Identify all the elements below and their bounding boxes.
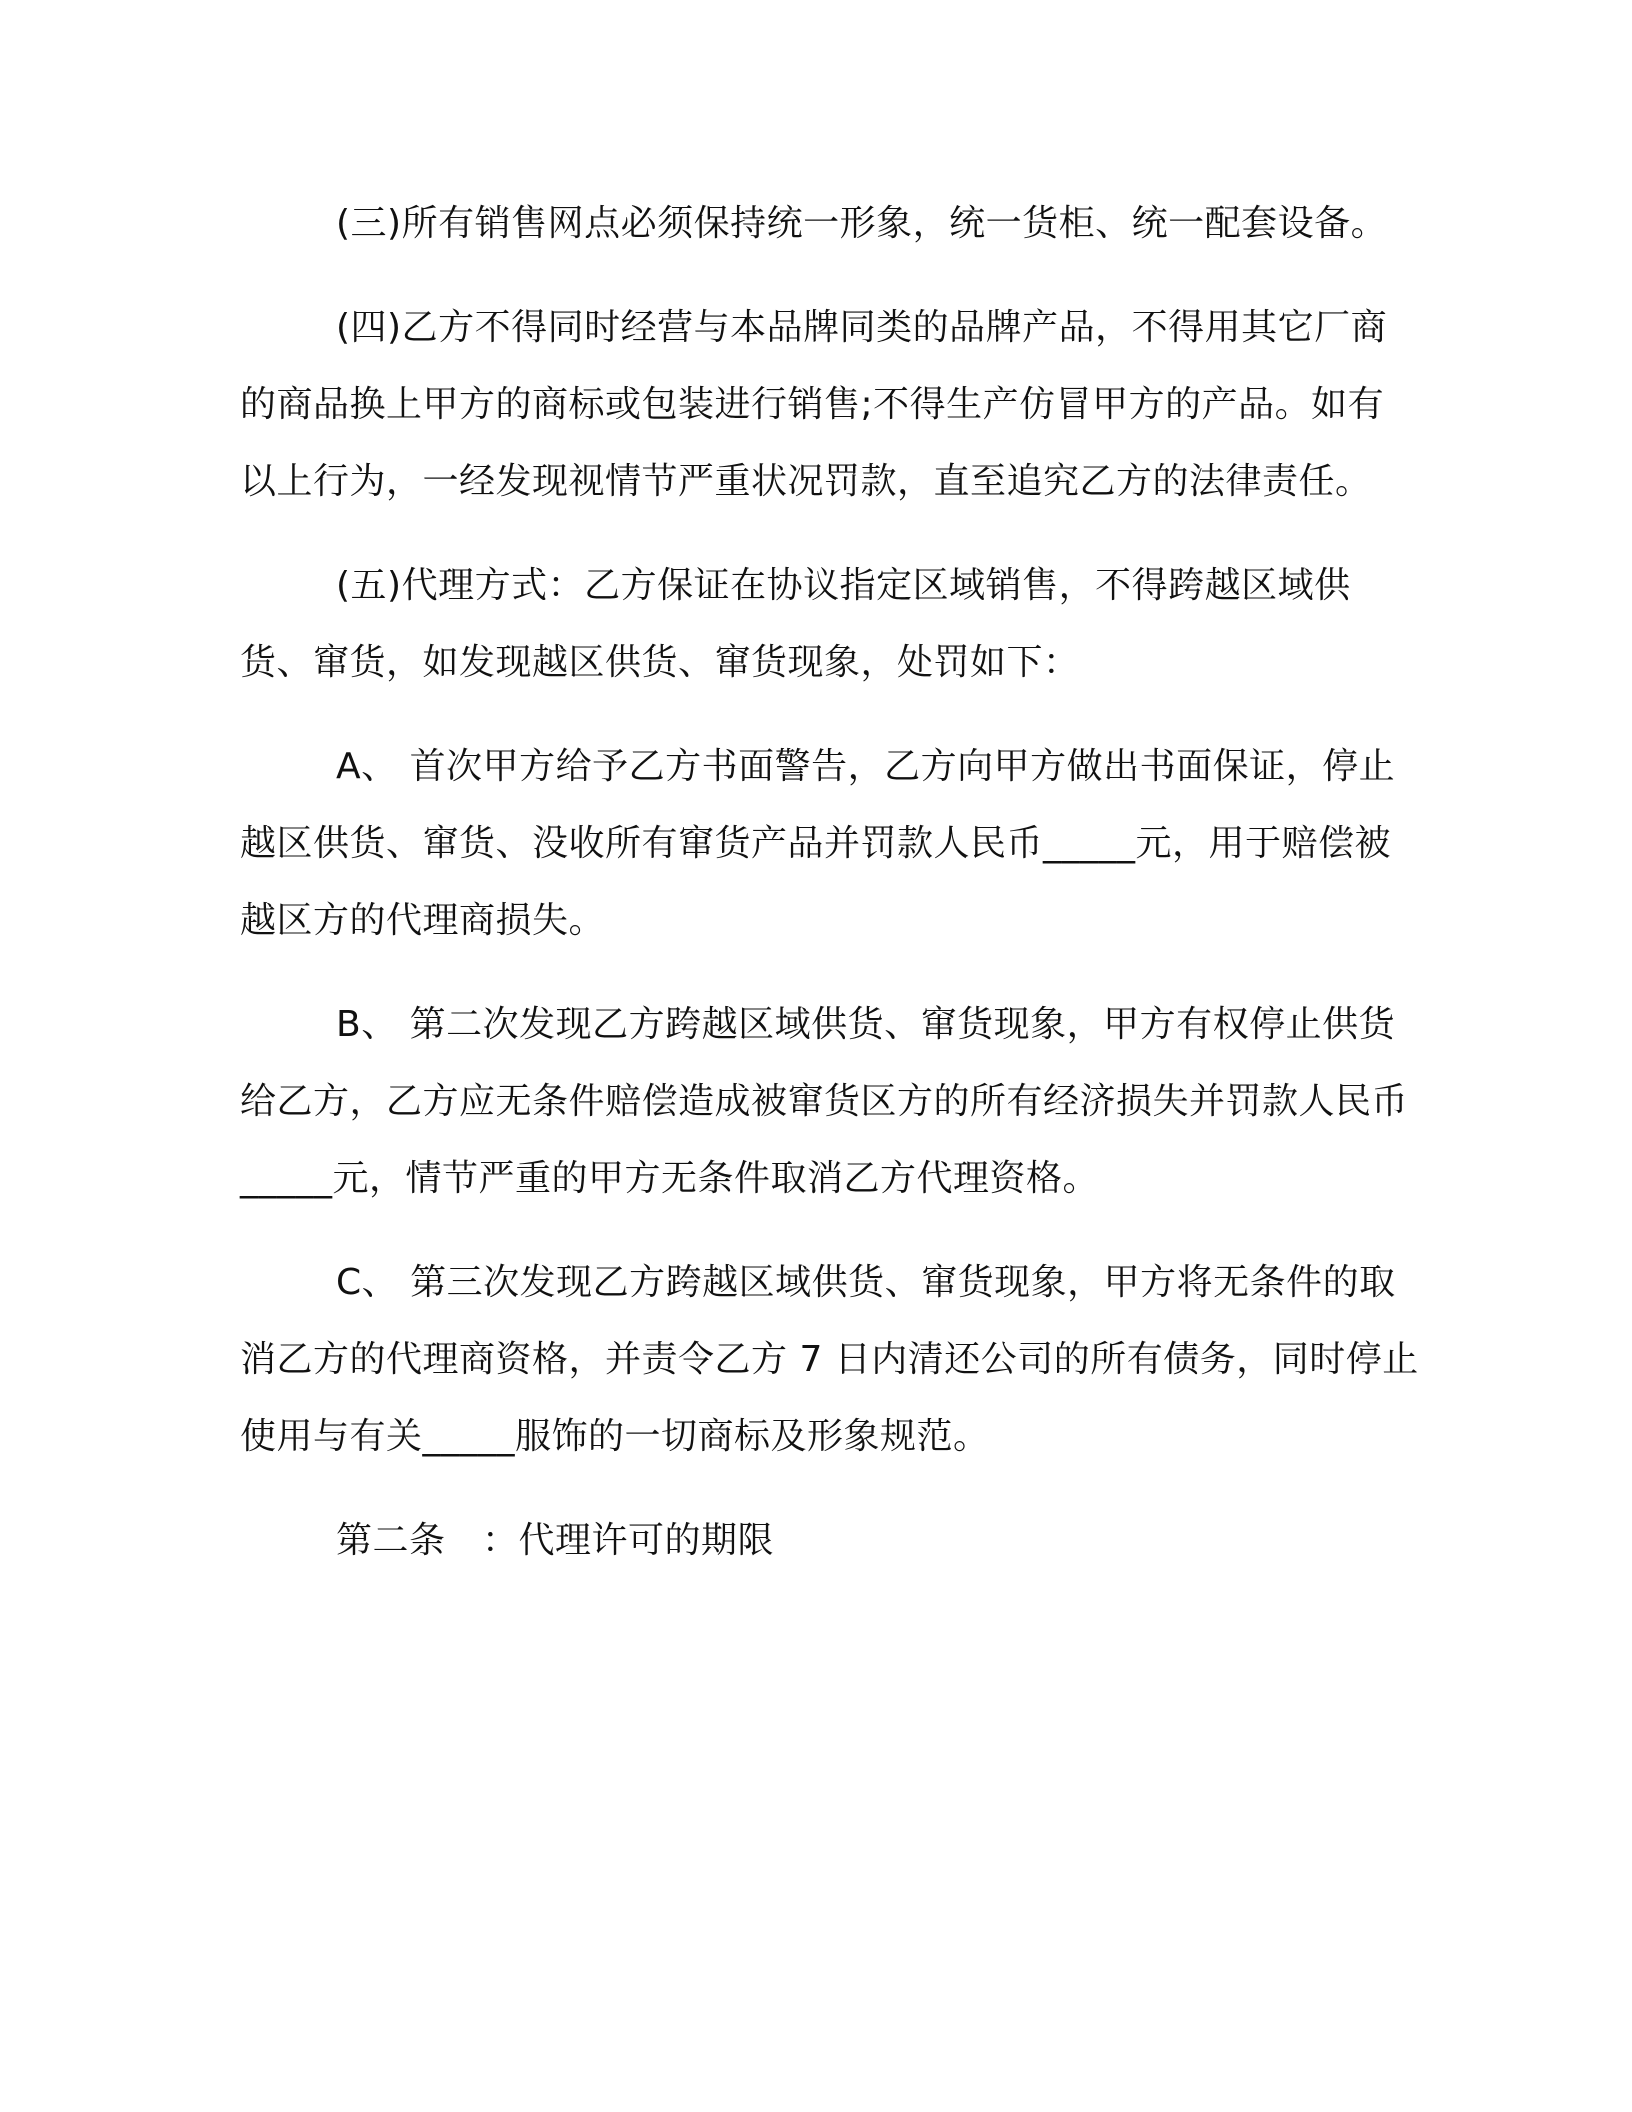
- paragraph-item-4: (四)乙方不得同时经营与本品牌同类的品牌产品，不得用其它厂商的商品换上甲方的商标或包装进行销售;不得生产仿冒甲方的产品。如有以上行为，一经发现视情节严重状况罚款，直至追究乙方的法律责任。: [240, 307, 1388, 502]
- paragraph-penalty-c: C、 第三次发现乙方跨越区域供货、窜货现象，甲方将无条件的取消乙方的代理商资格，并责令乙方 7 日内清还公司的所有债务，同时停止使用与有关_____服饰的一切商标及形象规范。: [240, 1262, 1419, 1457]
- section-heading-article-2: 第二条 ：代理许可的期限: [336, 1520, 775, 1561]
- paragraph-item-3: (三)所有销售网点必须保持统一形象，统一货柜、统一配套设备。: [336, 203, 1388, 244]
- paragraph-item-5: (五)代理方式：乙方保证在协议指定区域销售，不得跨越区域供货、窜货，如发现越区供货、窜货现象，处罚如下：: [240, 565, 1351, 683]
- paragraph-penalty-a: A、 首次甲方给予乙方书面警告，乙方向甲方做出书面保证，停止越区供货、窜货、没收所有窜货产品并罚款人民币_____元，用于赔偿被越区方的代理商损失。: [240, 746, 1396, 941]
- paragraph-penalty-b: B、 第二次发现乙方跨越区域供货、窜货现象，甲方有权停止供货给乙方，乙方应无条件赔偿造成被窜货区方的所有经济损失并罚款人民币_____元，情节严重的甲方无条件取消乙方代理资格。: [240, 1004, 1409, 1199]
- document-body: [240, 185, 1420, 1606]
